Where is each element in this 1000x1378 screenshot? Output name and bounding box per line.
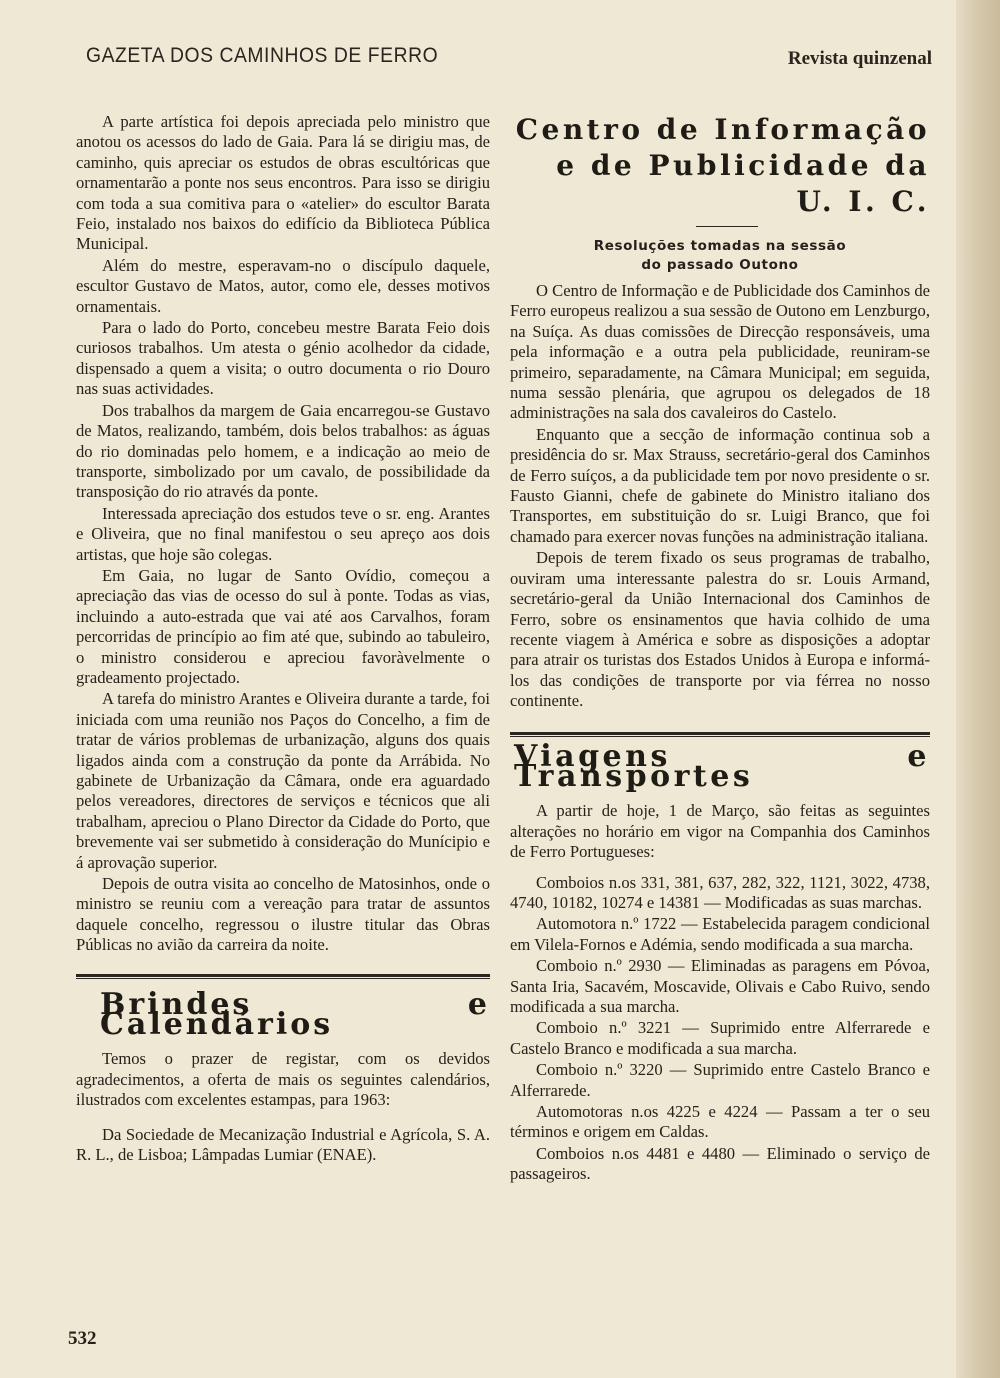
section-divider [76, 974, 490, 979]
heading-rule [696, 226, 758, 227]
centro-heading-line1: Centro de Informação [515, 113, 930, 146]
brindes-heading: Brindes e Calendários [100, 986, 490, 1043]
page-edge [956, 0, 1000, 1378]
running-head-subtitle: Revista quinzenal [787, 48, 932, 69]
article-paragraph: Interessada apreciação dos estudos teve o sr. eng. Arantes e Oliveira, que no final manifestou o seu apreço aos dois artistas, que hoje são colegas. [76, 503, 490, 564]
centro-subheading-line1: Resoluções tomadas na sessão [593, 238, 847, 254]
centro-paragraph: O Centro de Informação e de Publicidade dos Caminhos de Ferro europeus realizou a sua sessão de Outono em Lenzburgo, na Suíça. As duas comissões de Direcção responsáveis, uma pela informação e a outra pela publicidade, reuniram-se primeiro, separadamente, na Câmara Municipal; em seguida, numa sessão plenária, que agrupou os delegados de 18 administrações na sala dos cavaleiros do Castelo. [510, 281, 930, 423]
viagens-item: Comboio n.º 2930 — Eliminadas as paragens em Póvoa, Santa Iria, Sacavém, Moscavide, Olivais e Cabo Ruivo, sendo modificada a sua marcha. [510, 956, 930, 1016]
viagens-item: Comboio n.º 3221 — Suprimido entre Alferrarede e Castelo Branco e modificada a sua marcha. [510, 1018, 930, 1058]
viagens-heading: Viagens e Transportes [514, 738, 930, 794]
centro-subheading [510, 237, 930, 275]
section-divider [510, 732, 930, 737]
viagens-item: Comboios n.os 331, 381, 637, 282, 322, 1121, 3022, 4738, 4740, 10182, 10274 e 14381 — Modificadas as suas marchas. [510, 872, 930, 912]
article-paragraph: Depois de outra visita ao concelho de Matosinhos, onde o ministro se reuniu com a vereação para tratar de assuntos daquele concelho, regressou o ilustre titular das Obras Públicas no avião da carreira da noite. [76, 874, 490, 955]
article-paragraph: Dos trabalhos da margem de Gaia encarregou-se Gustavo de Matos, realizando, também, dois belos trabalhos: as águas do rio dominadas pelo homem, e a indicação ao meio de transporte, simbolizado por um cavalo, de possibilidade da transposição do rio através da ponte. [76, 400, 490, 502]
viagens-section [510, 801, 930, 1184]
viagens-item: Automotoras n.os 4225 e 4224 — Passam a ter o seu términos e origem em Caldas. [510, 1102, 930, 1142]
article-paragraph: Além do mestre, esperavam-no o discípulo daquele, escultor Gustavo de Matos, autor, como ele, desses motivos ornamentais. [76, 255, 490, 316]
right-column [510, 112, 930, 1185]
centro-paragraph: Depois de terem fixado os seus programas de trabalho, ouviram uma interessante palestra do sr. Louis Armand, secretário-geral da União Internacional dos Caminhos de Ferro, sobre os ensinamentos que havia colhido de uma recente viagem à América e sobre as disposições a adoptar para atrair os turistas dos Estados Unidos à Europa e informá-los das condições de transporte por via férrea no nosso continente. [510, 548, 930, 711]
viagens-item: Comboio n.º 3220 — Suprimido entre Castelo Branco e Alferrarede. [510, 1060, 930, 1100]
viagens-intro: A partir de hoje, 1 de Março, são feitas as seguintes alterações no horário em vigor na Companhia dos Caminhos de Ferro Portugueses: [510, 801, 930, 862]
brindes-section [76, 1049, 490, 1165]
viagens-item: Comboios n.os 4481 e 4480 — Eliminado o serviço de passageiros. [510, 1143, 930, 1184]
brindes-paragraph: Temos o prazer de registar, com os devidos agradecimentos, a oferta de mais os seguintes calendários, ilustrados com excelentes estampas, para 1963: [76, 1049, 490, 1110]
article-paragraph: Para o lado do Porto, concebeu mestre Barata Feio dois curiosos trabalhos. Um atesta o génio acolhedor da cidade, dispensado a quem a visita; o outro documenta o rio Douro nas suas actividades. [76, 318, 490, 399]
page-number: 532 [68, 1328, 97, 1349]
article-paragraph: Em Gaia, no lugar de Santo Ovídio, começou a apreciação das vias de ocesso do sul à ponte. Todas as vias, incluindo a auto-estrada que vai até aos Carvalhos, foram percorridas de princípio ao fim até que, subindo ao tabuleiro, o ministro considerou e apreciou favoràvelmente o gradeamento projectado. [76, 565, 490, 687]
brindes-paragraph: Da Sociedade de Mecanização Industrial e Agrícola, S. A. R. L., de Lisboa; Lâmpadas Lumiar (ENAE). [76, 1124, 490, 1165]
viagens-item: Automotora n.º 1722 — Estabelecida paragem condicional em Vilela-Fornos e Adémia, sendo modificada a sua marcha. [510, 914, 930, 954]
left-column [76, 112, 490, 1166]
centro-subheading-line2: do passado Outono [641, 257, 799, 273]
running-head-title: GAZETA DOS CAMINHOS DE FERRO [86, 44, 439, 67]
article-paragraph: A tarefa do ministro Arantes e Oliveira durante a tarde, foi iniciada com uma reunião nos Paços do Concelho, a fim de tratar de vários problemas de urbanização, alguns dos quais ligados ainda com a construção da ponte da Arrábida. No gabinete de Urbanização da Câmara, onde era aguardado pelos vereadores, directores de serviços e técnicos que ali trabalham, apreciou o Plano Director da Cidade do Porto, que brevemente vai ser submetido à consideração do Munícipio e á aprovação superior. [76, 689, 490, 872]
centro-heading [510, 112, 930, 220]
centro-paragraph: Enquanto que a secção de informação continua sob a presidência do sr. Max Strauss, secretário-geral dos Caminhos de Ferro suíços, a da publicidade tem por novo presidente o sr. Fausto Gianni, chefe de gabinete do Ministro italiano dos Transportes, em substituição do sr. Luigi Branco, que foi chamado para exercer novas funções na administração italiana. [510, 424, 930, 546]
centro-heading-line2: e de Publicidade da U. I. C. [556, 149, 930, 218]
article-paragraph: A parte artística foi depois apreciada pelo ministro que anotou os acessos do lado de Gaia. Para lá se dirigiu mas, de caminho, quis apreciar os estudos de obras escultóricas que ornamentarão a ponte nos seus encontros. Para isso se dirigiu com toda a sua comitiva para o «atelier» do escultor Barata Feio, instalado nos baixos do edifício da Biblioteca Pública Municipal. [76, 112, 490, 254]
